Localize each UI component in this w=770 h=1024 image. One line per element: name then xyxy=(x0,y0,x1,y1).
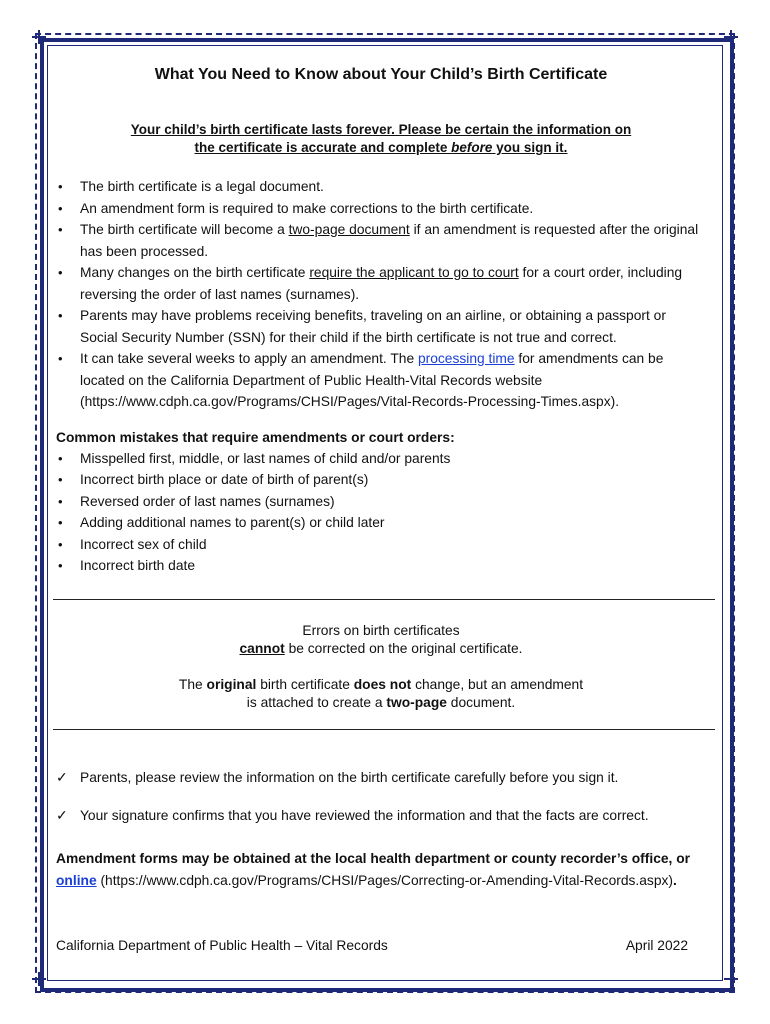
online-forms-link[interactable]: online xyxy=(56,873,97,888)
notice-line4 xyxy=(56,694,706,712)
list-item xyxy=(80,198,706,220)
check-icon: ✓ xyxy=(56,770,68,785)
list-item: • Incorrect birth date xyxy=(80,555,706,577)
footer-date: April 2022 xyxy=(625,938,688,953)
underlined-text: two-page document xyxy=(288,222,410,237)
list-item-text: for amendments can be located on the California Department of Public Health-Vital Records website (https://www.cdph.ca.gov/Programs/CHSI/Pages/Vital-Records-Processing-Times.aspx). xyxy=(80,351,664,409)
divider xyxy=(53,729,715,730)
subtitle xyxy=(56,121,706,157)
review-reminder xyxy=(56,768,618,788)
list-item-text: It can take several weeks to apply an amendment. The xyxy=(80,351,418,366)
check-icon: ✓ xyxy=(56,808,68,823)
notice-text: birth certificate xyxy=(256,677,354,692)
list-item: • Adding additional names to parent(s) or child later xyxy=(80,512,706,534)
document-body xyxy=(56,58,706,953)
notice-emphasis: two-page xyxy=(386,695,447,710)
notice-line3 xyxy=(56,676,706,694)
notice-emphasis: original xyxy=(206,677,257,692)
forms-url: (https://www.cdph.ca.gov/Programs/CHSI/Pages/Correcting-or-Amending-Vital-Records.aspx) xyxy=(96,873,673,888)
corner-ornament xyxy=(32,30,46,44)
notice-emphasis: does not xyxy=(353,677,412,692)
list-item: • Incorrect birth place or date of birth of parent(s) xyxy=(80,469,706,491)
key-points-list xyxy=(56,176,706,413)
list-item-text: The birth certificate will become a xyxy=(80,222,289,237)
footer xyxy=(56,938,688,953)
list-item-text: An amendment form is required to make corrections to the birth certificate. xyxy=(80,200,534,216)
reminder-text: Parents, please review the information on the birth certificate carefully before you sign it. xyxy=(80,770,619,785)
processing-time-link[interactable]: processing time xyxy=(417,351,515,366)
notice-line2 xyxy=(56,640,706,658)
signature-reminder xyxy=(56,806,649,826)
subtitle-text: you sign it. xyxy=(492,140,568,155)
list-item xyxy=(80,176,706,198)
list-item-text: The birth certificate is a legal document. xyxy=(80,179,324,194)
notice-text: is attached to create a xyxy=(246,695,387,710)
list-item-text: for a court order, including reversing the order of last names (surnames). xyxy=(80,265,683,302)
forms-text: . xyxy=(673,873,677,888)
list-item xyxy=(80,219,706,262)
notice-text: The xyxy=(178,677,207,692)
mistakes-list xyxy=(56,448,706,577)
amendment-forms-note xyxy=(56,848,706,892)
subtitle-line1: Your child’s birth certificate lasts forever. Please be certain the information on xyxy=(130,122,632,137)
mistakes-heading: Common mistakes that require amendments or court orders: xyxy=(56,429,455,445)
subtitle-emphasis: before xyxy=(451,140,493,155)
corner-ornament xyxy=(724,972,738,986)
list-item xyxy=(80,305,706,348)
list-item-text: Parents may have problems receiving benefits, traveling on an airline, or obtaining a passport or Social Security Number (SSN) for their child if the birth certificate is not true and correct. xyxy=(80,308,666,345)
notice-emphasis: cannot xyxy=(239,641,285,656)
list-item: • Misspelled first, middle, or last names of child and/or parents xyxy=(80,448,706,470)
notice-line1: Errors on birth certificates xyxy=(302,623,460,638)
corner-ornament xyxy=(32,972,46,986)
underlined-text: require the applicant to go to court xyxy=(309,265,519,280)
notice-text: change, but an amendment xyxy=(411,677,584,692)
reminder-text: Your signature confirms that you have reviewed the information and that the facts are correct. xyxy=(80,808,649,823)
notice-block xyxy=(56,622,706,712)
forms-text: Amendment forms may be obtained at the local health department or county recorder’s office, or xyxy=(56,851,691,866)
notice-text: document. xyxy=(446,695,516,710)
list-item xyxy=(80,348,706,413)
subtitle-text: the certificate is accurate and complete xyxy=(194,140,452,155)
corner-ornament xyxy=(724,30,738,44)
divider xyxy=(53,599,715,600)
list-item-text: Many changes on the birth certificate xyxy=(80,265,310,280)
list-item xyxy=(80,262,706,305)
page-title: What You Need to Know about Your Child’s Birth Certificate xyxy=(154,66,608,83)
subtitle-line2 xyxy=(195,140,568,155)
list-item: • Reversed order of last names (surnames) xyxy=(80,491,706,513)
list-item: • Incorrect sex of child xyxy=(80,534,706,556)
list-item-text: if an amendment is requested after the original has been processed. xyxy=(80,222,699,259)
notice-text: be corrected on the original certificate. xyxy=(284,641,523,656)
footer-org: California Department of Public Health – Vital Records xyxy=(56,938,388,953)
